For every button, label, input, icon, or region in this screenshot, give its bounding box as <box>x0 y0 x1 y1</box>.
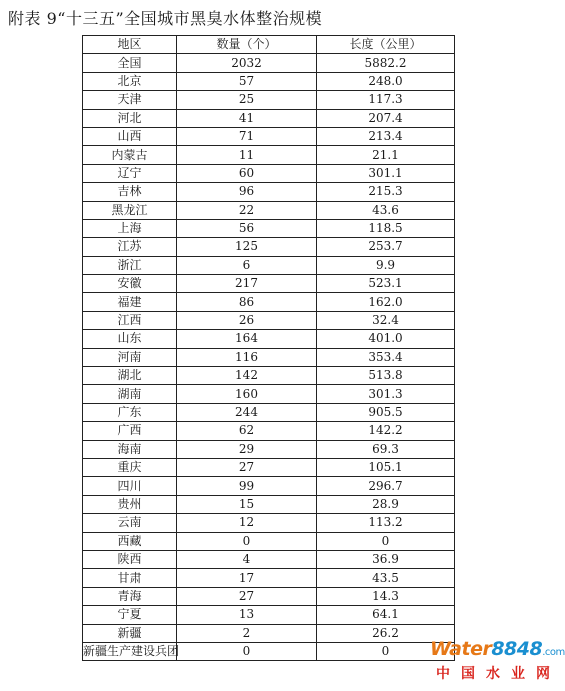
watermark-subtitle: 中国水业网 <box>436 666 561 682</box>
table-row <box>83 458 455 476</box>
table-row <box>83 311 455 329</box>
cell-count: 0 <box>177 532 317 550</box>
table-row <box>83 146 455 164</box>
table-header-row <box>83 36 455 54</box>
cell-region: 湖北 <box>83 367 177 385</box>
cell-length: 43.6 <box>317 201 455 219</box>
cell-region: 吉林 <box>83 183 177 201</box>
cell-count: 12 <box>177 514 317 532</box>
cell-count: 2 <box>177 624 317 642</box>
cell-count: 160 <box>177 385 317 403</box>
cell-count: 0 <box>177 642 317 660</box>
cell-length: 523.1 <box>317 275 455 293</box>
cell-length: 14.3 <box>317 587 455 605</box>
cell-length: 36.9 <box>317 550 455 568</box>
cell-count: 13 <box>177 606 317 624</box>
table-row <box>83 238 455 256</box>
table-row <box>83 201 455 219</box>
table-row <box>83 495 455 513</box>
cell-length: 215.3 <box>317 183 455 201</box>
cell-length: 28.9 <box>317 495 455 513</box>
cell-length: 213.4 <box>317 127 455 145</box>
cell-region: 天津 <box>83 91 177 109</box>
cell-length: 162.0 <box>317 293 455 311</box>
cell-length: 0 <box>317 532 455 550</box>
cell-count: 217 <box>177 275 317 293</box>
table-row <box>83 440 455 458</box>
table-row <box>83 275 455 293</box>
table-row <box>83 54 455 72</box>
table-row <box>83 72 455 90</box>
cell-region: 江苏 <box>83 238 177 256</box>
table-row <box>83 164 455 182</box>
watermark-logo <box>430 638 565 684</box>
cell-count: 15 <box>177 495 317 513</box>
cell-count: 41 <box>177 109 317 127</box>
cell-length: 513.8 <box>317 367 455 385</box>
table-row <box>83 256 455 274</box>
cell-count: 116 <box>177 348 317 366</box>
header-length: 长度（公里） <box>317 36 455 54</box>
cell-count: 11 <box>177 146 317 164</box>
cell-region: 北京 <box>83 72 177 90</box>
cell-count: 244 <box>177 403 317 421</box>
cell-count: 17 <box>177 569 317 587</box>
cell-count: 60 <box>177 164 317 182</box>
cell-region: 湖南 <box>83 385 177 403</box>
cell-region: 河北 <box>83 109 177 127</box>
cell-region: 贵州 <box>83 495 177 513</box>
cell-count: 56 <box>177 219 317 237</box>
cell-length: 296.7 <box>317 477 455 495</box>
table-row <box>83 624 455 642</box>
header-region: 地区 <box>83 36 177 54</box>
table-row <box>83 514 455 532</box>
cell-region: 山东 <box>83 330 177 348</box>
cell-length: 207.4 <box>317 109 455 127</box>
cell-count: 27 <box>177 458 317 476</box>
table-row <box>83 532 455 550</box>
watermark-brand-water: Water <box>430 638 492 660</box>
cell-length: 21.1 <box>317 146 455 164</box>
table-row <box>83 422 455 440</box>
table-row <box>83 606 455 624</box>
cell-region: 云南 <box>83 514 177 532</box>
data-table <box>82 35 455 661</box>
cell-count: 29 <box>177 440 317 458</box>
table-row <box>83 569 455 587</box>
cell-length: 248.0 <box>317 72 455 90</box>
cell-length: 401.0 <box>317 330 455 348</box>
cell-length: 64.1 <box>317 606 455 624</box>
cell-region: 新疆 <box>83 624 177 642</box>
table-row <box>83 127 455 145</box>
cell-region: 上海 <box>83 219 177 237</box>
page-title: 附表 9“十三五”全国城市黑臭水体整治规模 <box>8 9 323 28</box>
cell-count: 164 <box>177 330 317 348</box>
table-row <box>83 642 455 660</box>
cell-length: 0 <box>317 642 455 660</box>
table-row <box>83 330 455 348</box>
table-row <box>83 550 455 568</box>
cell-length: 5882.2 <box>317 54 455 72</box>
cell-region: 山西 <box>83 127 177 145</box>
cell-region: 四川 <box>83 477 177 495</box>
cell-region: 内蒙古 <box>83 146 177 164</box>
cell-length: 117.3 <box>317 91 455 109</box>
cell-count: 62 <box>177 422 317 440</box>
cell-count: 142 <box>177 367 317 385</box>
cell-region: 全国 <box>83 54 177 72</box>
cell-region: 广东 <box>83 403 177 421</box>
cell-count: 25 <box>177 91 317 109</box>
cell-count: 71 <box>177 127 317 145</box>
cell-length: 118.5 <box>317 219 455 237</box>
cell-length: 113.2 <box>317 514 455 532</box>
cell-count: 99 <box>177 477 317 495</box>
table-row <box>83 403 455 421</box>
table-row <box>83 367 455 385</box>
cell-length: 301.1 <box>317 164 455 182</box>
watermark-brand-domain: .com <box>542 647 565 658</box>
cell-count: 2032 <box>177 54 317 72</box>
cell-region: 浙江 <box>83 256 177 274</box>
cell-count: 26 <box>177 311 317 329</box>
cell-region: 宁夏 <box>83 606 177 624</box>
cell-count: 96 <box>177 183 317 201</box>
cell-length: 142.2 <box>317 422 455 440</box>
cell-count: 4 <box>177 550 317 568</box>
cell-region: 重庆 <box>83 458 177 476</box>
cell-count: 86 <box>177 293 317 311</box>
header-count: 数量（个） <box>177 36 317 54</box>
cell-region: 陕西 <box>83 550 177 568</box>
cell-region: 海南 <box>83 440 177 458</box>
cell-count: 125 <box>177 238 317 256</box>
table-row <box>83 91 455 109</box>
cell-length: 9.9 <box>317 256 455 274</box>
cell-region: 福建 <box>83 293 177 311</box>
cell-count: 27 <box>177 587 317 605</box>
cell-length: 69.3 <box>317 440 455 458</box>
cell-length: 105.1 <box>317 458 455 476</box>
watermark-brand-number: 8848 <box>491 638 543 660</box>
cell-length: 32.4 <box>317 311 455 329</box>
cell-count: 57 <box>177 72 317 90</box>
table-row <box>83 183 455 201</box>
cell-length: 301.3 <box>317 385 455 403</box>
cell-region: 新疆生产建设兵团 <box>83 642 177 660</box>
cell-region: 安徽 <box>83 275 177 293</box>
cell-length: 353.4 <box>317 348 455 366</box>
table-row <box>83 348 455 366</box>
cell-length: 26.2 <box>317 624 455 642</box>
cell-length: 905.5 <box>317 403 455 421</box>
cell-count: 6 <box>177 256 317 274</box>
table-row <box>83 219 455 237</box>
cell-region: 黑龙江 <box>83 201 177 219</box>
cell-region: 甘肃 <box>83 569 177 587</box>
cell-region: 辽宁 <box>83 164 177 182</box>
table-row <box>83 385 455 403</box>
watermark-brand <box>430 638 565 664</box>
cell-region: 河南 <box>83 348 177 366</box>
cell-length: 43.5 <box>317 569 455 587</box>
cell-region: 江西 <box>83 311 177 329</box>
table-row <box>83 587 455 605</box>
cell-region: 广西 <box>83 422 177 440</box>
cell-length: 253.7 <box>317 238 455 256</box>
cell-region: 青海 <box>83 587 177 605</box>
table-body <box>83 54 455 661</box>
cell-count: 22 <box>177 201 317 219</box>
table-row <box>83 477 455 495</box>
table-row <box>83 109 455 127</box>
table-row <box>83 293 455 311</box>
cell-region: 西藏 <box>83 532 177 550</box>
